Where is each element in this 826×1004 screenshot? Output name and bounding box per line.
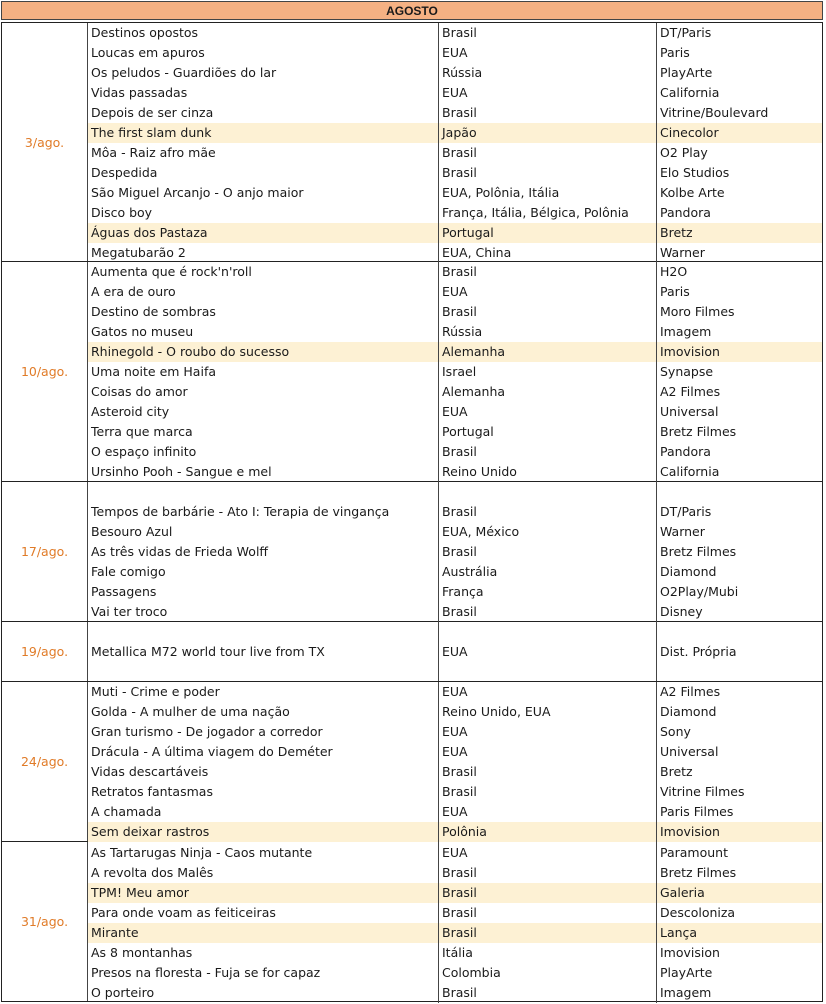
movie-country: EUA <box>439 642 657 662</box>
movie-row <box>88 83 822 103</box>
movie-distributor: Descoloniza <box>660 905 736 920</box>
movie-title: Despedida <box>88 163 439 183</box>
movie-row <box>88 462 822 482</box>
movie-title: O espaço infinito <box>88 442 439 462</box>
movie-row <box>88 63 822 83</box>
movie-distributor: Bretz Filmes <box>660 424 737 439</box>
release-date: 19/ago. <box>2 622 88 681</box>
movie-row <box>88 422 822 442</box>
movie-row <box>88 362 822 382</box>
movie-title: As 8 montanhas <box>88 943 439 963</box>
movie-country: Alemanha <box>439 342 657 362</box>
movie-country: Brasil <box>439 302 657 322</box>
movie-title: Disco boy <box>88 203 439 223</box>
movie-distributor: Kolbe Arte <box>660 185 725 200</box>
column-divider <box>656 842 657 1001</box>
movie-country: França <box>439 582 657 602</box>
movie-title: Golda - A mulher de uma nação <box>88 702 439 722</box>
movie-title: Ursinho Pooh - Sangue e mel <box>88 462 439 482</box>
movie-country: Colombia <box>439 963 657 983</box>
movie-distributor: DT/Paris <box>660 504 712 519</box>
date-group <box>1 622 823 682</box>
movie-row <box>88 342 822 362</box>
movie-row <box>88 223 822 243</box>
movie-country: Brasil <box>439 262 657 282</box>
movie-title: Sem deixar rastros <box>88 822 439 842</box>
movie-title: São Miguel Arcanjo - O anjo maior <box>88 183 439 203</box>
release-date: 31/ago. <box>2 842 88 1001</box>
movie-row <box>88 542 822 562</box>
movie-title: Destino de sombras <box>88 302 439 322</box>
movie-row <box>88 203 822 223</box>
movie-row <box>88 822 822 842</box>
movie-row <box>88 682 822 702</box>
movie-distributor: Lança <box>660 925 698 940</box>
movie-country: EUA, México <box>439 522 657 542</box>
movie-distributor: California <box>660 85 720 100</box>
column-divider <box>656 482 657 621</box>
movie-title: Metallica M72 world tour live from TX <box>88 642 439 662</box>
column-divider <box>656 262 657 481</box>
movie-distributor: Imagem <box>660 985 712 1000</box>
movie-country: Brasil <box>439 983 657 1003</box>
movie-country: Brasil <box>439 23 657 43</box>
date-group <box>1 842 823 1002</box>
movie-country: Israel <box>439 362 657 382</box>
movie-title: Gatos no museu <box>88 322 439 342</box>
movie-country: EUA, Polônia, Itália <box>439 183 657 203</box>
movie-title: Vidas passadas <box>88 83 439 103</box>
movie-row <box>88 702 822 722</box>
column-divider <box>656 622 657 681</box>
movie-country: Brasil <box>439 542 657 562</box>
movie-distributor: Moro Filmes <box>660 304 735 319</box>
movie-distributor: Universal <box>660 744 719 759</box>
movie-distributor: Diamond <box>660 564 717 579</box>
movie-country: EUA <box>439 742 657 762</box>
movie-row <box>88 442 822 462</box>
movie-row <box>88 802 822 822</box>
movie-title: Retratos fantasmas <box>88 782 439 802</box>
movie-country: Brasil <box>439 883 657 903</box>
movie-row <box>88 582 822 602</box>
movie-distributor: Vitrine Filmes <box>660 784 745 799</box>
movie-title: Destinos opostos <box>88 23 439 43</box>
movie-row <box>88 143 822 163</box>
movie-title: Gran turismo - De jogador a corredor <box>88 722 439 742</box>
movie-country: EUA <box>439 83 657 103</box>
movie-country: Brasil <box>439 863 657 883</box>
movie-distributor: Sony <box>660 724 691 739</box>
movie-title: As Tartarugas Ninja - Caos mutante <box>88 843 439 863</box>
movie-row <box>88 183 822 203</box>
movie-title: Mirante <box>88 923 439 943</box>
movie-distributor: DT/Paris <box>660 25 712 40</box>
movie-distributor: A2 Filmes <box>660 684 721 699</box>
movie-title: Fale comigo <box>88 562 439 582</box>
movie-title: Megatubarão 2 <box>88 243 439 263</box>
movie-row <box>88 883 822 903</box>
movie-country: Brasil <box>439 923 657 943</box>
movie-row <box>88 382 822 402</box>
movie-distributor: Disney <box>660 604 703 619</box>
movie-row <box>88 502 822 522</box>
release-date: 24/ago. <box>2 682 88 841</box>
movie-distributor: Bretz <box>660 764 693 779</box>
movie-country: EUA <box>439 282 657 302</box>
movie-row <box>88 722 822 742</box>
movie-distributor: Pandora <box>660 444 711 459</box>
movie-country: Brasil <box>439 143 657 163</box>
movie-distributor: Universal <box>660 404 719 419</box>
column-divider <box>438 622 439 681</box>
movie-title: Uma noite em Haifa <box>88 362 439 382</box>
movie-country: EUA <box>439 843 657 863</box>
movie-distributor: Synapse <box>660 364 714 379</box>
movie-country: Brasil <box>439 442 657 462</box>
movie-title: Besouro Azul <box>88 522 439 542</box>
movie-title: As três vidas de Frieda Wolff <box>88 542 439 562</box>
movie-row <box>88 983 822 1003</box>
movie-country: Brasil <box>439 103 657 123</box>
date-group <box>1 682 823 842</box>
movie-distributor: Cinecolor <box>660 125 719 140</box>
movie-row <box>88 923 822 943</box>
date-group <box>1 482 823 622</box>
movie-country: Brasil <box>439 903 657 923</box>
movie-row <box>88 123 822 143</box>
column-divider <box>438 262 439 481</box>
movie-row <box>88 863 822 883</box>
movie-country: Itália <box>439 943 657 963</box>
movie-title: Passagens <box>88 582 439 602</box>
movie-title: Drácula - A última viagem do Deméter <box>88 742 439 762</box>
movie-title: Vidas descartáveis <box>88 762 439 782</box>
movie-country: Brasil <box>439 782 657 802</box>
movie-distributor: Warner <box>660 524 705 539</box>
movie-title: Para onde voam as feiticeiras <box>88 903 439 923</box>
movie-row <box>88 963 822 983</box>
movie-title: A era de ouro <box>88 282 439 302</box>
movie-title: Muti - Crime e poder <box>88 682 439 702</box>
movie-title: Presos na floresta - Fuja se for capaz <box>88 963 439 983</box>
movie-country: Portugal <box>439 223 657 243</box>
movie-distributor: Vitrine/Boulevard <box>660 105 769 120</box>
movie-row <box>88 262 822 282</box>
release-date: 10/ago. <box>2 262 88 481</box>
movie-title: Loucas em apuros <box>88 43 439 63</box>
movie-row <box>88 282 822 302</box>
movie-distributor: Bretz Filmes <box>660 865 737 880</box>
movie-distributor: Imagem <box>660 324 712 339</box>
movie-title: TPM! Meu amor <box>88 883 439 903</box>
movie-country: Reino Unido, EUA <box>439 702 657 722</box>
movie-country: Alemanha <box>439 382 657 402</box>
movie-distributor: PlayArte <box>660 65 713 80</box>
movie-row <box>88 782 822 802</box>
movie-distributor: Imovision <box>660 344 720 359</box>
movie-distributor: Paris <box>660 45 690 60</box>
movie-title: Vai ter troco <box>88 602 439 622</box>
movie-distributor: Imovision <box>660 945 720 960</box>
movie-row <box>88 742 822 762</box>
movie-distributor: O2Play/Mubi <box>660 584 739 599</box>
movie-country: Brasil <box>439 602 657 622</box>
movie-country: EUA <box>439 43 657 63</box>
movie-title: Asteroid city <box>88 402 439 422</box>
movie-row <box>88 943 822 963</box>
movie-row <box>88 642 822 662</box>
movie-title: Rhinegold - O roubo do sucesso <box>88 342 439 362</box>
movie-country: Brasil <box>439 762 657 782</box>
movie-country: Reino Unido <box>439 462 657 482</box>
column-divider <box>438 482 439 621</box>
movie-country: Japão <box>439 123 657 143</box>
movie-row <box>88 243 822 263</box>
movie-country: EUA <box>439 722 657 742</box>
movie-title: Tempos de barbárie - Ato I: Terapia de vingança <box>88 502 439 522</box>
movie-distributor: A2 Filmes <box>660 384 721 399</box>
movie-row <box>88 522 822 542</box>
movie-country: Brasil <box>439 502 657 522</box>
movie-title: A chamada <box>88 802 439 822</box>
column-divider <box>656 23 657 261</box>
movie-row <box>88 762 822 782</box>
movie-title: Aumenta que é rock'n'roll <box>88 262 439 282</box>
movie-title: Terra que marca <box>88 422 439 442</box>
movie-row <box>88 322 822 342</box>
movie-distributor: Elo Studios <box>660 165 730 180</box>
movie-row <box>88 903 822 923</box>
movie-distributor: Dist. Própria <box>660 644 737 659</box>
movie-country: Rússia <box>439 63 657 83</box>
movie-title: Águas dos Pastaza <box>88 223 439 243</box>
movie-country: Polônia <box>439 822 657 842</box>
movie-distributor: Warner <box>660 245 705 260</box>
movie-row <box>88 402 822 422</box>
movie-row <box>88 163 822 183</box>
month-header: AGOSTO <box>1 1 823 20</box>
movie-distributor: Diamond <box>660 704 717 719</box>
movie-distributor: Pandora <box>660 205 711 220</box>
movie-distributor: Paramount <box>660 845 729 860</box>
movie-distributor: PlayArte <box>660 965 713 980</box>
movie-title: A revolta dos Malês <box>88 863 439 883</box>
movie-row <box>88 23 822 43</box>
movie-title: The first slam dunk <box>88 123 439 143</box>
column-divider <box>438 682 439 841</box>
movie-distributor: Paris <box>660 284 690 299</box>
movie-country: França, Itália, Bélgica, Polônia <box>439 203 657 223</box>
movie-distributor: California <box>660 464 720 479</box>
movie-country: EUA, China <box>439 243 657 263</box>
release-date: 3/ago. <box>2 23 88 261</box>
column-divider <box>438 23 439 261</box>
column-divider <box>656 682 657 841</box>
column-divider <box>438 842 439 1001</box>
movie-distributor: Bretz Filmes <box>660 544 737 559</box>
movie-title: Môa - Raiz afro mãe <box>88 143 439 163</box>
date-group <box>1 262 823 482</box>
movie-row <box>88 562 822 582</box>
movie-country: Brasil <box>439 163 657 183</box>
movie-country: EUA <box>439 682 657 702</box>
movie-country: Portugal <box>439 422 657 442</box>
movie-row <box>88 843 822 863</box>
movie-distributor: Galeria <box>660 885 705 900</box>
movie-distributor: Paris Filmes <box>660 804 734 819</box>
movie-row <box>88 103 822 123</box>
movie-distributor: Bretz <box>660 225 693 240</box>
movie-country: Austrália <box>439 562 657 582</box>
movie-title: Os peludos - Guardiões do lar <box>88 63 439 83</box>
movie-distributor: H2O <box>660 264 688 279</box>
movie-country: EUA <box>439 802 657 822</box>
movie-row <box>88 602 822 622</box>
movie-title: Depois de ser cinza <box>88 103 439 123</box>
movie-distributor: O2 Play <box>660 145 708 160</box>
date-group <box>1 22 823 262</box>
movie-country: Rússia <box>439 322 657 342</box>
movie-title: O porteiro <box>88 983 439 1003</box>
movie-row <box>88 43 822 63</box>
movie-distributor: Imovision <box>660 824 720 839</box>
movie-country: EUA <box>439 402 657 422</box>
movie-row <box>88 302 822 322</box>
movie-title: Coisas do amor <box>88 382 439 402</box>
release-date: 17/ago. <box>2 482 88 621</box>
